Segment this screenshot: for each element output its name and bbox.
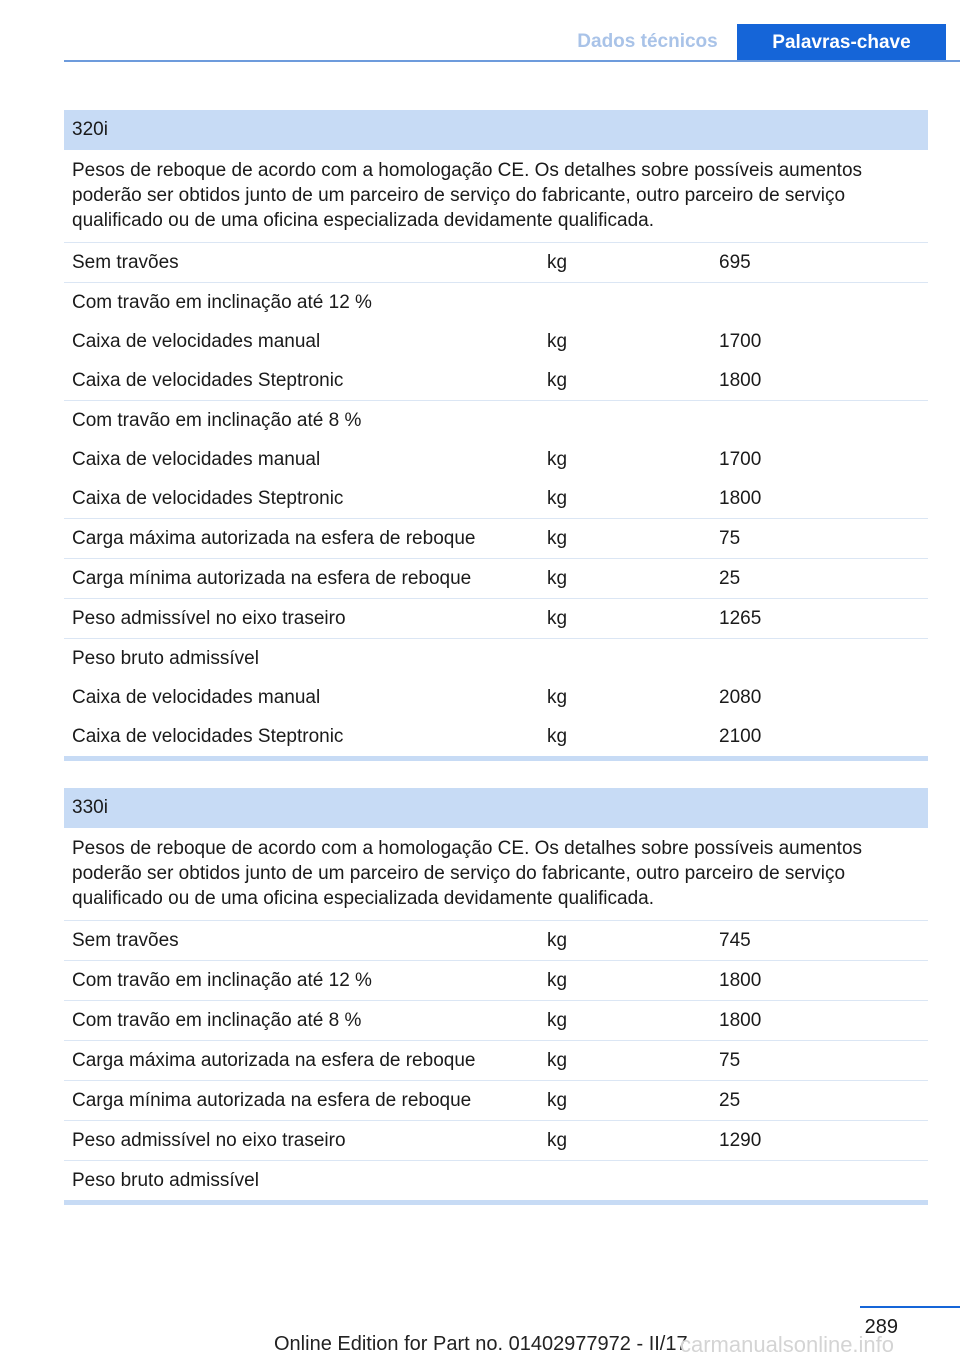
row-label: Sem travões (72, 930, 179, 951)
row-value: 2080 (719, 687, 762, 708)
table-row (64, 243, 928, 283)
row-label: Carga máxima autorizada na esfera de reboque (72, 1050, 476, 1071)
table-row (64, 717, 928, 756)
row-value: 1265 (719, 608, 762, 629)
table-row (64, 361, 928, 401)
row-unit: kg (547, 1050, 568, 1071)
row-value: 1800 (719, 1010, 762, 1031)
row-unit: kg (547, 331, 568, 352)
row-label: Caixa de velocidades manual (72, 687, 321, 708)
row-value: 1700 (719, 331, 762, 352)
row-value: 745 (719, 930, 751, 951)
row-value (719, 401, 928, 440)
table-row (64, 1041, 928, 1081)
table-row (64, 401, 928, 440)
row-value: 1700 (719, 449, 762, 470)
header-divider (64, 60, 960, 62)
page-number: 289 (864, 1316, 898, 1338)
table-end-bar (64, 1200, 928, 1205)
table-320i (64, 110, 928, 761)
row-unit: kg (547, 726, 568, 747)
row-unit (547, 283, 719, 322)
table-row (64, 440, 928, 479)
row-label: Peso bruto admissível (72, 648, 259, 669)
table-row (64, 921, 928, 961)
row-label: Caixa de velocidades Steptronic (72, 726, 344, 747)
row-value: 25 (719, 1090, 741, 1111)
row-label: Peso admissível no eixo traseiro (72, 608, 346, 629)
tab-palavras-chave[interactable]: Palavras-chave (737, 24, 946, 62)
row-label: Caixa de velocidades manual (72, 331, 321, 352)
table-row (64, 479, 928, 519)
row-unit: kg (547, 370, 568, 391)
row-unit: kg (547, 687, 568, 708)
row-value: 695 (719, 252, 751, 273)
row-value: 1290 (719, 1130, 762, 1151)
row-value: 1800 (719, 488, 762, 509)
row-unit: kg (547, 1090, 568, 1111)
row-unit (547, 639, 719, 678)
row-unit: kg (547, 488, 568, 509)
row-label: Caixa de velocidades manual (72, 449, 321, 470)
row-unit: kg (547, 1130, 568, 1151)
row-value: 2100 (719, 726, 762, 747)
table-row (64, 1081, 928, 1121)
table-row (64, 599, 928, 639)
table-heading: 330i (64, 788, 928, 828)
row-unit: kg (547, 1010, 568, 1031)
row-unit: kg (547, 930, 568, 951)
row-value: 1800 (719, 370, 762, 391)
table-row (64, 1161, 928, 1200)
row-label: Carga mínima autorizada na esfera de reboque (72, 1090, 472, 1111)
table-row (64, 961, 928, 1001)
row-value: 25 (719, 568, 741, 589)
table-note: Pesos de reboque de acordo com a homologação CE. Os detalhes sobre possíveis aumentos poderão ser obtidos junto de um parceiro de serviço do fabricante, outro parceiro de serviço qualificado ou de uma oficina especializada devidamente qualificada. (64, 828, 928, 921)
row-value (719, 1161, 928, 1200)
row-label: Sem travões (72, 252, 179, 273)
table-note: Pesos de reboque de acordo com a homologação CE. Os detalhes sobre possíveis aumentos poderão ser obtidos junto de um parceiro de serviço do fabricante, outro parceiro de serviço qualificado ou de uma oficina especializada devidamente qualificada. (64, 150, 928, 243)
table-end-bar (64, 756, 928, 761)
row-unit: kg (547, 252, 568, 273)
row-label: Peso admissível no eixo traseiro (72, 1130, 346, 1151)
row-label: Com travão em inclinação até 12 % (72, 292, 372, 313)
row-label: Com travão em inclinação até 8 % (72, 1010, 362, 1031)
row-label: Com travão em inclinação até 12 % (72, 970, 372, 991)
page-number-rule (860, 1306, 960, 1308)
row-label: Com travão em inclinação até 8 % (72, 410, 362, 431)
row-label: Carga máxima autorizada na esfera de reboque (72, 528, 476, 549)
row-unit: kg (547, 568, 568, 589)
row-value: 75 (719, 1050, 741, 1071)
row-unit: kg (547, 970, 568, 991)
table-row (64, 1001, 928, 1041)
row-value: 1800 (719, 970, 762, 991)
table-row (64, 1121, 928, 1161)
row-label: Caixa de velocidades Steptronic (72, 370, 344, 391)
table-row (64, 678, 928, 717)
row-label: Peso bruto admissível (72, 1170, 259, 1191)
row-unit (547, 401, 719, 440)
table-330i (64, 788, 928, 1205)
row-unit (547, 1161, 719, 1200)
row-unit: kg (547, 528, 568, 549)
watermark: carmanualsonline.info (680, 1332, 895, 1357)
table-row (64, 519, 928, 559)
tab-dados-tecnicos[interactable]: Dados técnicos (577, 31, 718, 52)
row-label: Carga mínima autorizada na esfera de reboque (72, 568, 472, 589)
row-unit: kg (547, 608, 568, 629)
table-heading: 320i (64, 110, 928, 150)
table-row (64, 322, 928, 361)
table-row (64, 283, 928, 322)
page-header (0, 0, 960, 62)
row-unit: kg (547, 449, 568, 470)
edition-note: Online Edition for Part no. 01402977972 - II/17 (274, 1333, 688, 1355)
row-value (719, 283, 928, 322)
table-row (64, 639, 928, 678)
row-label: Caixa de velocidades Steptronic (72, 488, 344, 509)
row-value (719, 639, 928, 678)
row-value: 75 (719, 528, 741, 549)
table-row (64, 559, 928, 599)
